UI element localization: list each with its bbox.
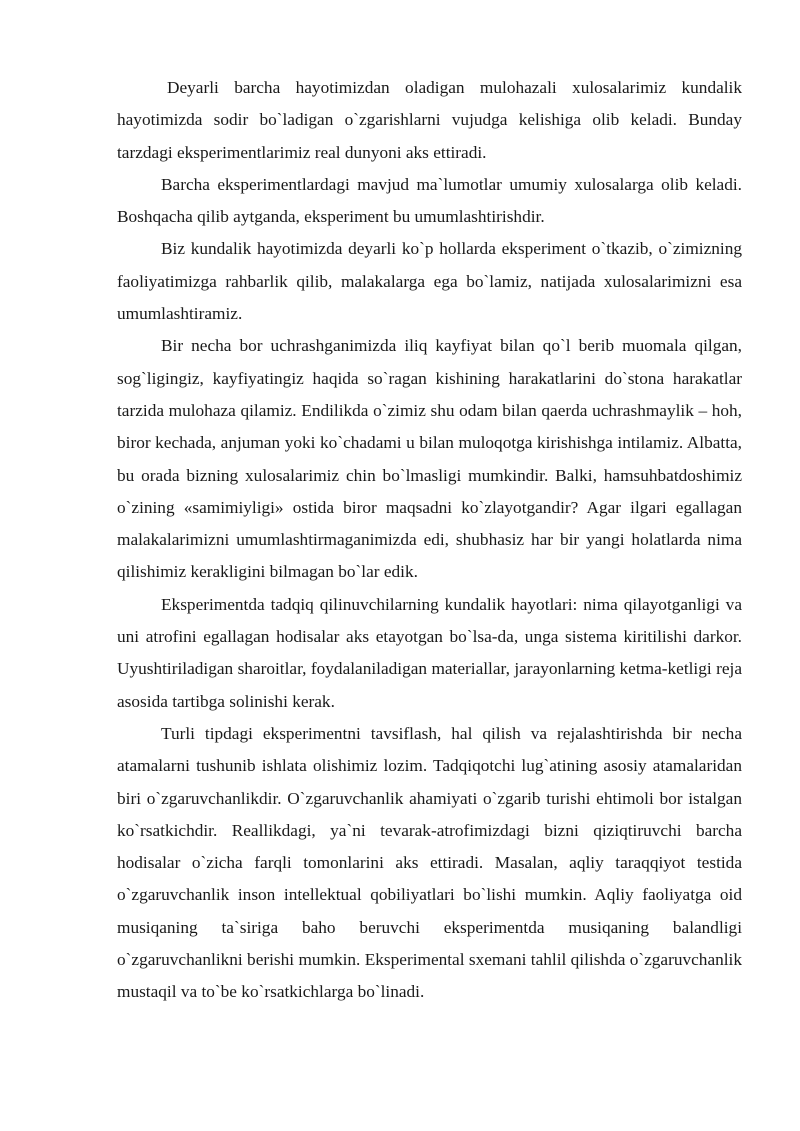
paragraph: Eksperimentda tadqiq qilinuvchilarning kundalik hayotlari: nima qilayotganligi va uni atrofini egallagan hodisalar aks etayotgan bo`lsa-da, unga sistema kiritilishi darkor. Uyushtiriladigan sharoitlar, foydalaniladigan materiallar, jarayonlarning ketma-ketligi reja asosida tartibga solinishi kerak.	[117, 594, 742, 711]
paragraph: Barcha eksperimentlardagi mavjud ma`lumotlar umumiy xulosalarga olib keladi. Boshqacha qilib aytganda, eksperiment bu umumlashtirishdir.	[117, 174, 742, 227]
paragraph: Turli tipdagi eksperimentni tavsiflash, hal qilish va rejalashtirishda bir necha atamalarni tushunib ishlata olishimiz lozim. Tadqiqotchi lug`atining asosiy atamalaridan biri o`zgaruvchanlikdir. O`zgaruvchanlik ahamiyati o`zgarib turishi ehtimoli bor istalgan ko`rsatkichdir. Reallikdagi, ya`ni tevarak-atrofimizdagi bizni qiziqtiruvchi barcha hodisalar o`zicha farqli tomonlarini aks ettiradi. Masalan, aqliy taraqqiyot testida o`zgaruvchanlik inson intellektual qobiliyatlari bo`lishi mumkin. Aqliy faoliyatga oid musiqaning ta`siriga baho beruvchi eksperimentda musiqaning balandligi o`zgaruvchanlikni berishi mumkin. Eksperimental sxemani tahlil qilishda o`zgaruvchanlik mustaqil va to`be ko`rsatkichlarga bo`linadi.	[117, 723, 742, 1002]
paragraph: Bir necha bor uchrashganimizda iliq kayfiyat bilan qo`l berib muomala qilgan, sog`ligingiz, kayfiyatingiz haqida so`ragan kishining harakatlarini do`stona harakatlar tarzida mulohaza qilamiz. Endilikda o`zimiz shu odam bilan qaerda uchrashmaylik – hoh, biror kechada, anjuman yoki ko`chadami u bilan muloqotga kirishishga intilamiz. Albatta, bu orada bizning xulosalarimiz chin bo`lmasligi mumkindir. Balki, hamsuhbatdoshimiz o`zining «samimiyligi» ostida biror maqsadni ko`zlayotgandir? Agar ilgari egallagan malakalarimizni umumlashtirmaganimizda edi, shubhasiz har bir yangi holatlarda nima qilishimiz kerakligini bilmagan bo`lar edik.	[117, 336, 742, 582]
paragraph: Deyarli barcha hayotimizdan oladigan mulohazali xulosalarimiz kundalik hayotimizda sodir bo`ladigan o`zgarishlarni vujudga kelishiga olib keladi. Bunday tarzdagi eksperimentlarimiz real dunyoni aks ettiradi.	[117, 78, 742, 162]
body-text	[117, 72, 742, 1009]
paragraph: Biz kundalik hayotimizda deyarli ko`p hollarda eksperiment o`tkazib, o`zimizning faoliyatimizga rahbarlik qilib, malakalarga ega bo`lamiz, natijada xulosalarimizni esa umumlashtiramiz.	[117, 239, 742, 324]
